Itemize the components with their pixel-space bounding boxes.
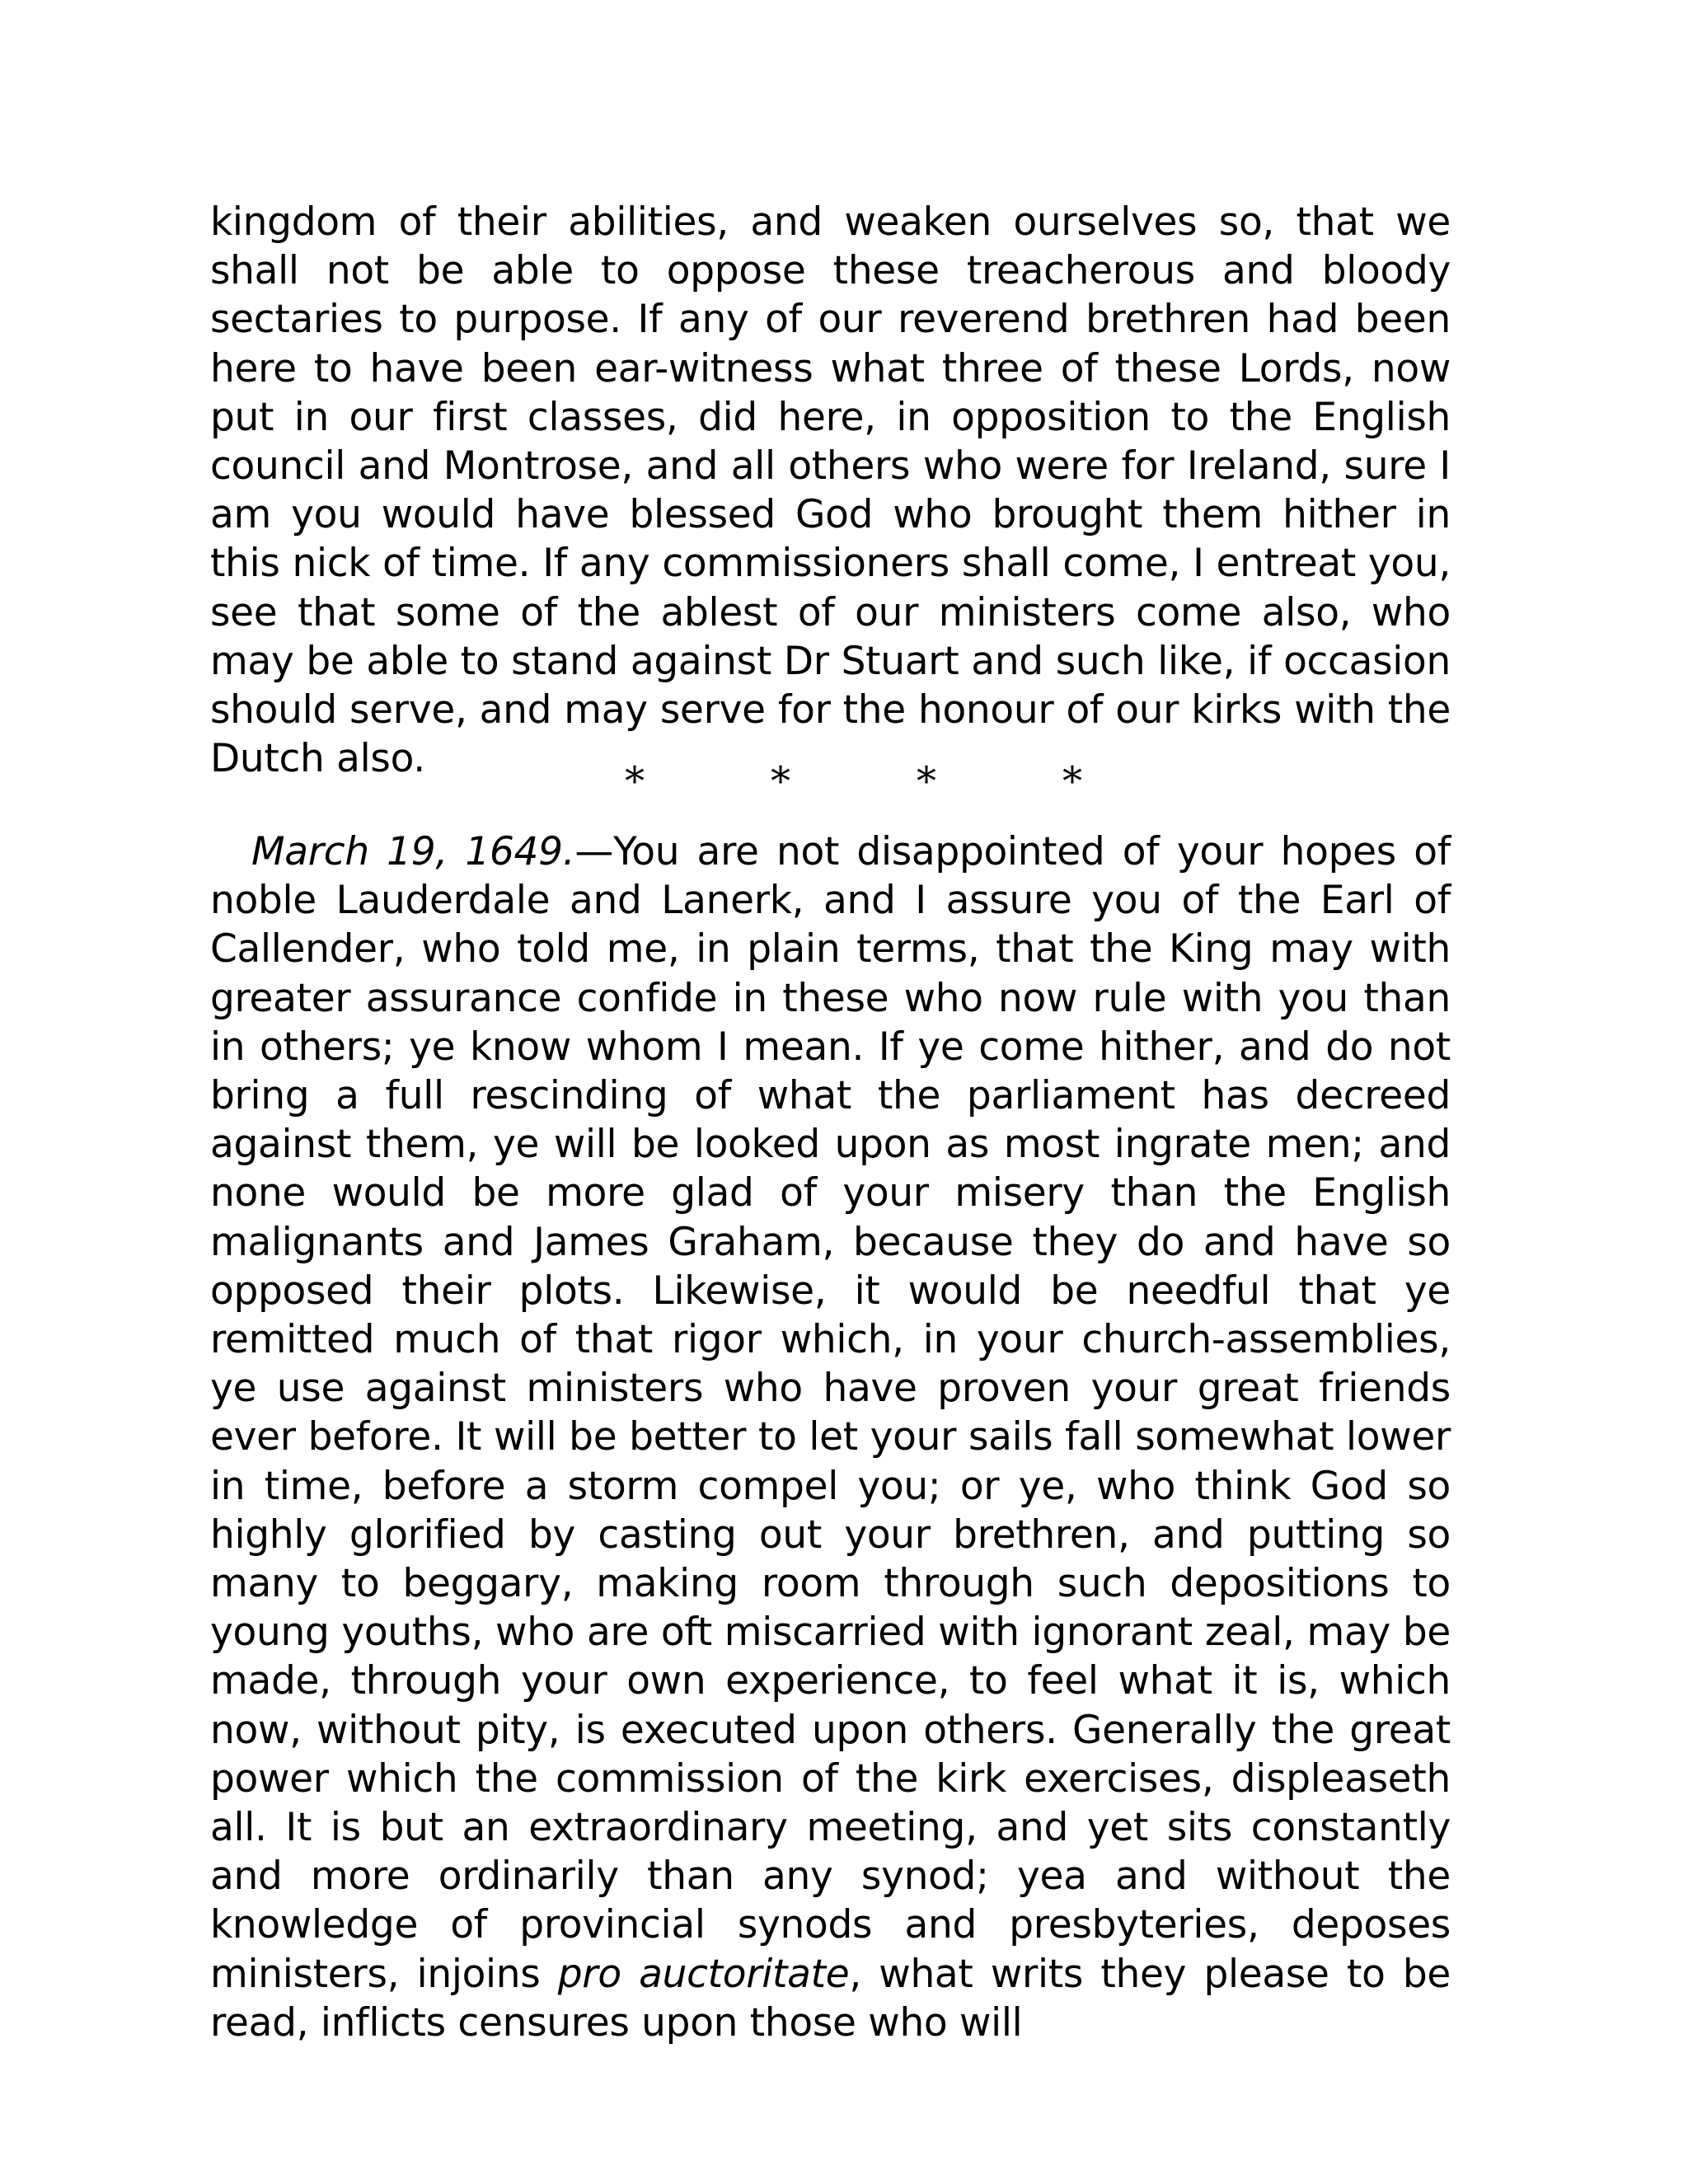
separator-asterisk: * [625, 758, 645, 804]
separator-asterisk: * [1062, 758, 1082, 804]
letter-text-part2: , what writs they please to be read, inflicts censures upon those who will [210, 1951, 1451, 2046]
letter-date: March 19, 1649. [251, 829, 575, 874]
section-separator [0, 757, 1688, 806]
separator-asterisk: * [917, 758, 936, 804]
separator-asterisk: * [771, 758, 790, 804]
letter-text-part1: —You are not disappointed of your hopes of noble Lauderdale and Lanerk, and I assure you of the Earl of Callender, who told me, in plain terms, that the King may with greater assurance confide in these who now rule with you than in others; ye know whom I mean. If ye come hither, and do not bring a full rescinding of what the parliament has decreed against them, ye will be looked upon as most ingrate men; and none would be more glad of your misery than the English malignants and James Graham, because they do and have so opposed their plots. Likewise, it would be needful that ye remitted much of that rigor which, in your church-assemblies, ye use against ministers who have proven your great friends ever before. It will be better to let your sails fall somewhat lower in time, before a storm compel you; or ye, who think God so highly glorified by casting out your brethren, and putting so many to beggary, making room through such depositions to young youths, who are oft miscarried with ignorant zeal, may be made, through your own experience, to feel what it is, which now, without pity, is executed upon others. Generally the great power which the commission of the kirk exercises, displeaseth all. It is but an extraordinary meeting, and yet sits constantly and more ordinarily than any synod; yea and without the knowledge of provincial synods and presbyteries, deposes ministers, injoins [210, 829, 1451, 1997]
paragraph-continued-letter: kingdom of their abilities, and weaken ourselves so, that we shall not be able to oppose these treacherous and bloody sectaries to purpose. If any of our reverend brethren had been here to have been ear-witness what three of these Lords, now put in our first classes, did here, in opposition to the English council and Montrose, and all others who were for Ireland, sure I am you would have blessed God who brought them hither in this nick of time. If any commissioners shall come, I entreat you, see that some of the ablest of our ministers come also, who may be able to stand against Dr Stuart and such like, if occasion should serve, and may serve for the honour of our kirks with the Dutch also. [210, 199, 1451, 782]
paragraph-dated-letter [210, 827, 1451, 2047]
latin-phrase: pro auctoritate [557, 1951, 850, 1997]
